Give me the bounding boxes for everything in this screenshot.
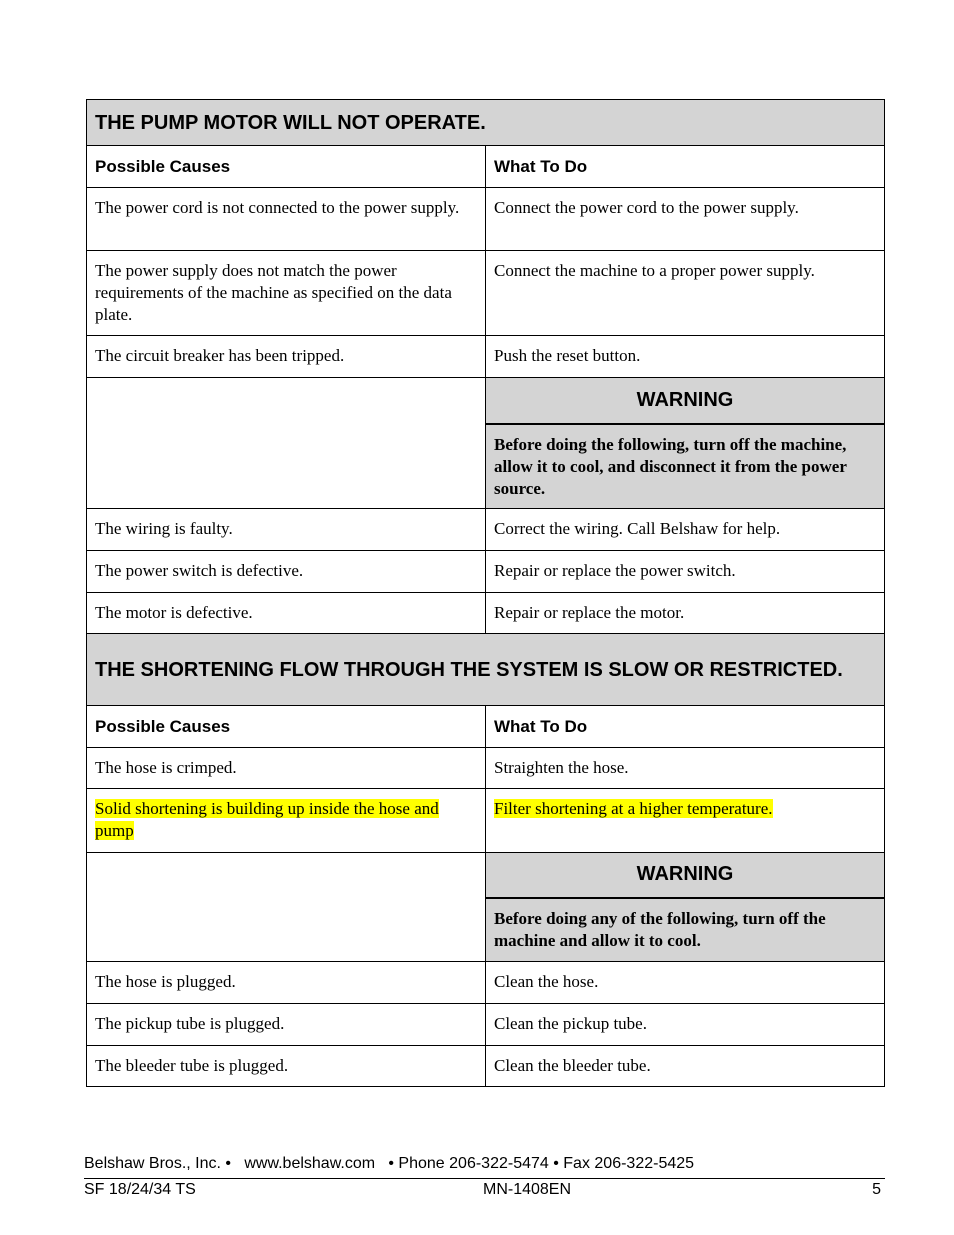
todo-cell: Repair or replace the power switch. (486, 551, 885, 593)
warning-text: Before doing any of the following, turn off the machine and allow it to cool. (486, 898, 885, 962)
footer-bar (84, 1178, 885, 1203)
table-row (87, 593, 885, 634)
table-row (87, 1004, 885, 1046)
footer-company-info: Belshaw Bros., Inc. • www.belshaw.com • Phone 206-322-5474 • Fax 206-322-5425 (84, 1155, 695, 1172)
highlighted-text: Filter shortening at a higher temperature. (494, 799, 773, 818)
table-row (87, 962, 885, 1004)
column-header-row (87, 146, 885, 188)
col-what-to-do: What To Do (486, 706, 885, 748)
col-what-to-do: What To Do (486, 146, 885, 188)
cause-cell: The hose is crimped. (87, 748, 486, 789)
table-row (87, 551, 885, 593)
column-header-row (87, 706, 885, 748)
table-row (87, 748, 885, 789)
warning-header-row (87, 853, 885, 898)
warning-header-row (87, 378, 885, 424)
empty-cell (87, 853, 486, 962)
todo-cell: Repair or replace the motor. (486, 593, 885, 634)
warning-title: WARNING (486, 378, 885, 424)
todo-cell: Connect the power cord to the power supply. (486, 188, 885, 251)
footer-model: SF 18/24/34 TS (84, 1181, 196, 1198)
cause-cell (87, 789, 486, 853)
cause-cell: The pickup tube is plugged. (87, 1004, 486, 1046)
todo-cell: Clean the pickup tube. (486, 1004, 885, 1046)
warning-title: WARNING (486, 853, 885, 898)
table-row (87, 188, 885, 251)
cause-cell: The power supply does not match the power requirements of the machine as specified on the data plate. (87, 251, 486, 336)
page-number: 5 (872, 1181, 881, 1198)
table-row (87, 251, 885, 336)
todo-cell: Correct the wiring. Call Belshaw for help. (486, 509, 885, 551)
cause-cell: The circuit breaker has been tripped. (87, 336, 486, 378)
cause-cell: The bleeder tube is plugged. (87, 1046, 486, 1087)
table-row (87, 789, 885, 853)
troubleshooting-table (86, 99, 885, 1087)
col-possible-causes: Possible Causes (87, 146, 486, 188)
highlighted-text: Solid shortening is building up inside the hose and pump (95, 799, 439, 840)
todo-cell: Connect the machine to a proper power supply. (486, 251, 885, 336)
section-title: THE SHORTENING FLOW THROUGH THE SYSTEM IS SLOW OR RESTRICTED. (87, 634, 885, 706)
todo-cell: Straighten the hose. (486, 748, 885, 789)
cause-cell: The wiring is faulty. (87, 509, 486, 551)
todo-cell: Push the reset button. (486, 336, 885, 378)
cause-cell: The hose is plugged. (87, 962, 486, 1004)
todo-cell: Clean the bleeder tube. (486, 1046, 885, 1087)
cause-cell: The power cord is not connected to the power supply. (87, 188, 486, 251)
cause-cell: The motor is defective. (87, 593, 486, 634)
todo-cell: Clean the hose. (486, 962, 885, 1004)
col-possible-causes: Possible Causes (87, 706, 486, 748)
table-row (87, 1046, 885, 1087)
todo-cell (486, 789, 885, 853)
warning-text: Before doing the following, turn off the machine, allow it to cool, and disconnect it from the power source. (486, 424, 885, 509)
section-title: THE PUMP MOTOR WILL NOT OPERATE. (87, 100, 885, 146)
cause-cell: The power switch is defective. (87, 551, 486, 593)
footer-manual-number: MN-1408EN (483, 1181, 572, 1198)
table-row (87, 336, 885, 378)
empty-cell (87, 378, 486, 509)
table-row (87, 509, 885, 551)
section-header (87, 634, 885, 706)
section-header (87, 100, 885, 146)
